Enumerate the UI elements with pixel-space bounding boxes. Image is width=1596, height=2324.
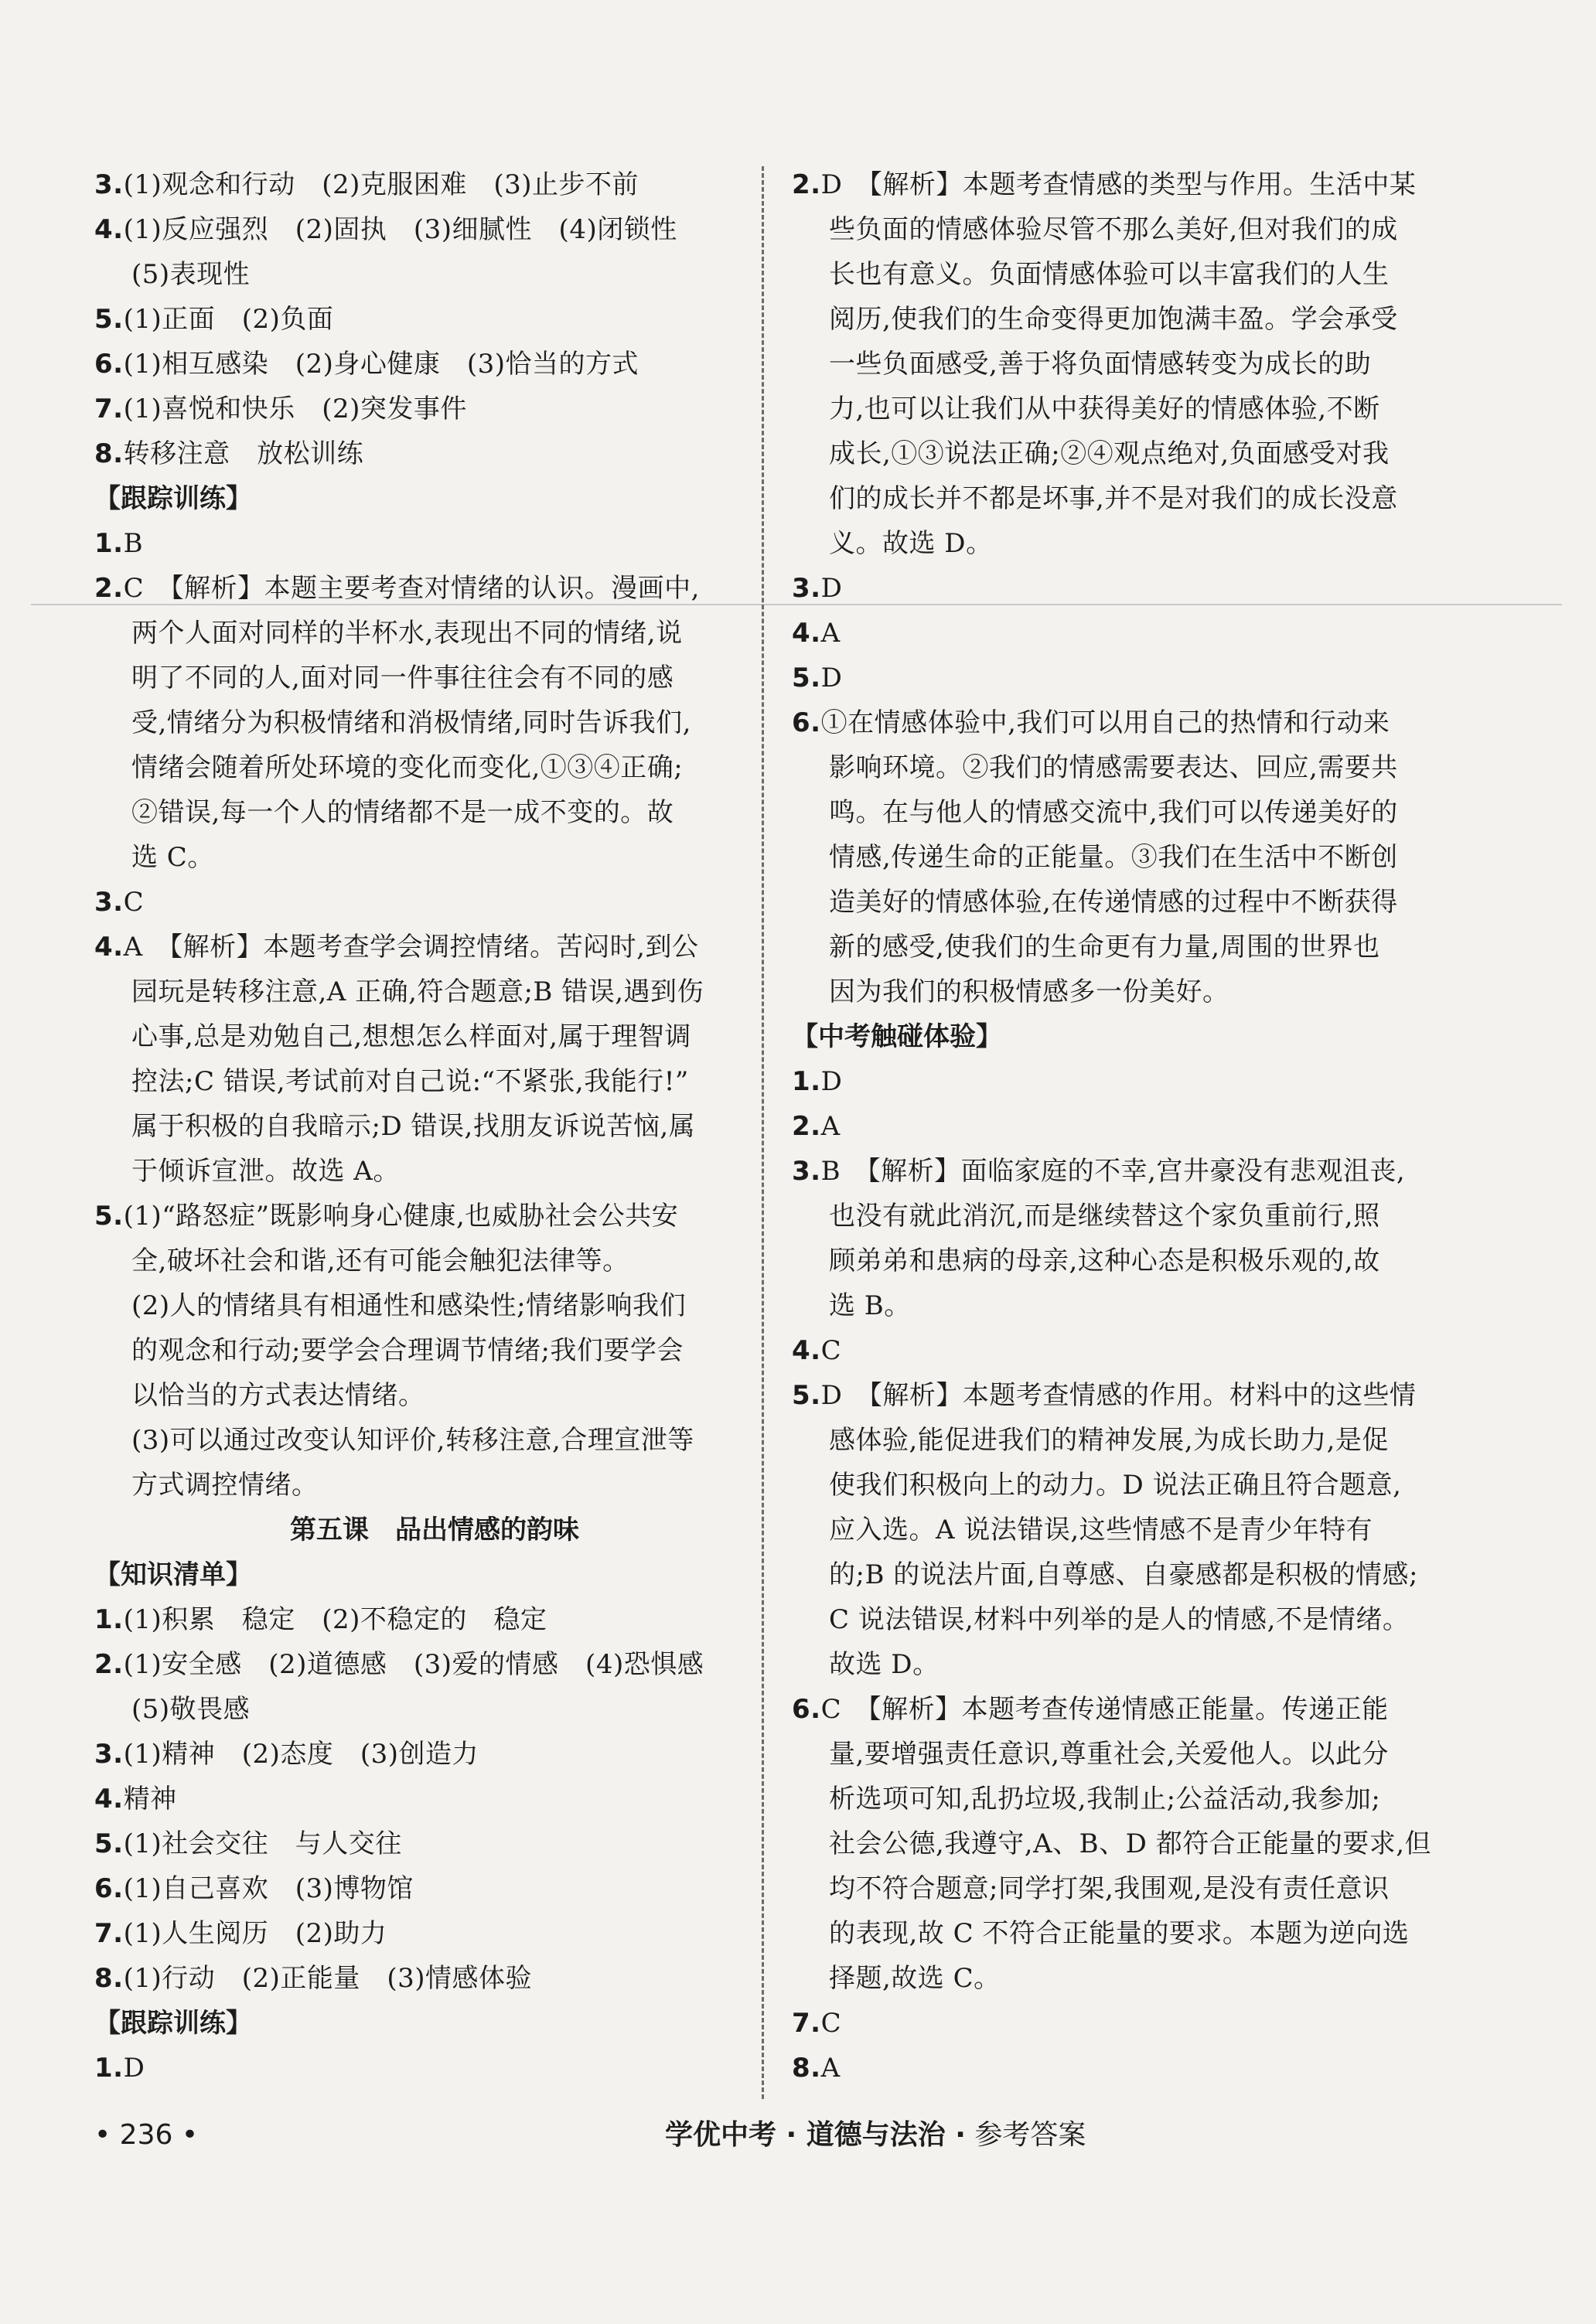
answer-continuation: 以恰当的方式表达情绪。 bbox=[131, 1380, 425, 1411]
answer-item bbox=[94, 1956, 775, 2001]
answer-continuation: 控法;C 错误,考试前对自己说:“不紧张,我能行!” bbox=[131, 1066, 689, 1097]
answer-number: 3. bbox=[792, 1156, 821, 1187]
answer-text: (1)行动 (2)正能量 (3)情感体验 bbox=[123, 1963, 533, 1994]
answer-item bbox=[94, 207, 775, 252]
answer-text: (1)安全感 (2)道德感 (3)爱的情感 (4)恐惧感 bbox=[123, 1649, 704, 1680]
answer-item bbox=[94, 387, 775, 431]
answer-continuation: 因为我们的积极情感多一份美好。 bbox=[829, 976, 1229, 1007]
answer-number: 7. bbox=[94, 1918, 124, 1949]
answer-continuation: 明了不同的人,面对同一件事往往会有不同的感 bbox=[131, 663, 674, 693]
answer-item bbox=[792, 1373, 1472, 1418]
answer-continuation: 析选项可知,乱扔垃圾,我制止;公益活动,我参加; bbox=[829, 1784, 1381, 1815]
right-column bbox=[792, 162, 1472, 2091]
answer-continuation: 择题,故选 C。 bbox=[829, 1963, 1001, 1994]
answer-number: 3. bbox=[792, 573, 821, 604]
answer-continuation: 阅历,使我们的生命变得更加饱满丰盈。学会承受 bbox=[829, 304, 1398, 335]
answer-number: 1. bbox=[94, 1604, 124, 1635]
answer-number: 6. bbox=[792, 1694, 821, 1725]
answer-item bbox=[94, 566, 775, 611]
answer-text: D bbox=[123, 2053, 145, 2084]
answer-number: 2. bbox=[792, 169, 821, 200]
answer-text: (1)精神 (2)态度 (3)创造力 bbox=[123, 1739, 479, 1770]
answer-text: A bbox=[820, 1111, 841, 1142]
answer-text: ①在情感体验中,我们可以用自己的热情和行动来 bbox=[820, 707, 1390, 738]
answer-continuation: 情感,传递生命的正能量。③我们在生活中不断创 bbox=[829, 842, 1398, 873]
answer-item bbox=[792, 1059, 1472, 1104]
answer-text: 转移注意 放松训练 bbox=[123, 438, 364, 469]
answer-continuation: 情绪会随着所处环境的变化而变化,①③④正确; bbox=[131, 752, 684, 783]
answer-item bbox=[792, 700, 1472, 745]
section-heading: 【跟踪训练】 bbox=[94, 483, 252, 514]
answer-number: 3. bbox=[94, 169, 124, 200]
answer-continuation: 们的成长并不都是坏事,并不是对我们的成长没意 bbox=[829, 483, 1398, 514]
answer-item bbox=[94, 162, 775, 207]
answer-text: C bbox=[123, 887, 145, 918]
answer-text: (1)反应强烈 (2)固执 (3)细腻性 (4)闭锁性 bbox=[123, 214, 677, 245]
answer-number: 4. bbox=[792, 1335, 821, 1366]
answer-continuation: 选 B。 bbox=[829, 1290, 911, 1321]
page-number: • 236 • bbox=[94, 2119, 199, 2151]
book-title-main: 学优中考 · 道德与法治 · bbox=[665, 2119, 966, 2151]
answer-text: C 【解析】本题主要考查对情绪的认识。漫画中, bbox=[123, 573, 700, 604]
answer-text: A 【解析】本题考查学会调控情绪。苦闷时,到公 bbox=[123, 932, 699, 963]
answer-continuation: ②错误,每一个人的情绪都不是一成不变的。故 bbox=[131, 797, 674, 828]
answer-continuation: 受,情绪分为积极情绪和消极情绪,同时告诉我们, bbox=[131, 707, 691, 738]
answer-text: (1)正面 (2)负面 bbox=[123, 304, 334, 335]
answer-continuation: 故选 D。 bbox=[829, 1649, 940, 1680]
answer-text: A bbox=[820, 2053, 841, 2084]
answer-text: C bbox=[820, 2008, 842, 2039]
answer-item bbox=[792, 1687, 1472, 1732]
answer-item bbox=[792, 2046, 1472, 2091]
answer-item bbox=[94, 880, 775, 925]
answer-text: D bbox=[820, 573, 843, 604]
answer-continuation: 均不符合题意;同学打架,我围观,是没有责任意识 bbox=[829, 1873, 1390, 1904]
answer-text: C 【解析】本题考查传递情感正能量。传递正能 bbox=[820, 1694, 1389, 1725]
answer-continuation: 使我们积极向上的动力。D 说法正确且符合题意, bbox=[829, 1470, 1402, 1501]
answer-continuation: 两个人面对同样的半杯水,表现出不同的情绪,说 bbox=[131, 618, 683, 649]
answer-item bbox=[94, 1866, 775, 1911]
answer-text: (1)相互感染 (2)身心健康 (3)恰当的方式 bbox=[123, 349, 639, 380]
answer-item bbox=[94, 342, 775, 387]
answer-number: 2. bbox=[94, 1649, 124, 1680]
answer-number: 8. bbox=[94, 1963, 124, 1994]
section-heading: 【中考触碰体验】 bbox=[792, 1021, 1002, 1052]
answer-text: A bbox=[820, 618, 841, 649]
answer-item bbox=[792, 1149, 1472, 1194]
answer-continuation: 应入选。A 说法错误,这些情感不是青少年特有 bbox=[829, 1515, 1373, 1545]
answer-continuation: 成长,①③说法正确;②④观点绝对,负面感受对我 bbox=[829, 438, 1390, 469]
answer-number: 7. bbox=[792, 2008, 821, 2039]
answer-item bbox=[94, 1732, 775, 1777]
answer-number: 5. bbox=[94, 1201, 124, 1232]
answer-continuation: 影响环境。②我们的情感需要表达、回应,需要共 bbox=[829, 752, 1398, 783]
answer-number: 4. bbox=[94, 1784, 124, 1815]
answer-item bbox=[94, 1821, 775, 1866]
section-heading: 【跟踪训练】 bbox=[94, 2008, 252, 2039]
answer-number: 2. bbox=[94, 573, 124, 604]
answer-text: (1)“路怒症”既影响身心健康,也威胁社会公共安 bbox=[123, 1201, 679, 1232]
answer-continuation: 选 C。 bbox=[131, 842, 214, 873]
answer-continuation: 也没有就此消沉,而是继续替这个家负重前行,照 bbox=[829, 1201, 1380, 1232]
answer-continuation: 鸣。在与他人的情感交流中,我们可以传递美好的 bbox=[829, 797, 1398, 828]
answer-continuation: 义。故选 D。 bbox=[829, 528, 993, 559]
answer-continuation: 长也有意义。负面情感体验可以丰富我们的人生 bbox=[829, 259, 1390, 290]
answer-text: 精神 bbox=[123, 1784, 177, 1815]
answer-continuation: 的表现,故 C 不符合正能量的要求。本题为逆向选 bbox=[829, 1918, 1410, 1949]
answer-number: 1. bbox=[792, 1066, 821, 1097]
answer-text: D bbox=[820, 663, 843, 693]
answer-continuation: 造美好的情感体验,在传递情感的过程中不断获得 bbox=[829, 887, 1398, 918]
answer-item bbox=[792, 1328, 1472, 1373]
answer-item bbox=[94, 1194, 775, 1239]
answer-continuation: 全,破坏社会和谐,还有可能会触犯法律等。 bbox=[131, 1245, 629, 1276]
answer-text: (1)人生阅历 (2)助力 bbox=[123, 1918, 387, 1949]
answer-item bbox=[792, 2001, 1472, 2046]
answer-number: 2. bbox=[792, 1111, 821, 1142]
answer-text: C bbox=[820, 1335, 842, 1366]
answer-item bbox=[94, 1642, 775, 1687]
answer-item bbox=[792, 1104, 1472, 1149]
answer-item bbox=[94, 431, 775, 476]
answer-continuation: (2)人的情绪具有相通性和感染性;情绪影响我们 bbox=[131, 1290, 687, 1321]
answer-item bbox=[94, 1911, 775, 1956]
answer-number: 1. bbox=[94, 2053, 124, 2084]
answer-number: 8. bbox=[792, 2053, 821, 2084]
answer-continuation: 顾弟弟和患病的母亲,这种心态是积极乐观的,故 bbox=[829, 1245, 1380, 1276]
section-heading: 【知识清单】 bbox=[94, 1559, 252, 1590]
book-title bbox=[665, 2112, 1086, 2159]
answer-number: 6. bbox=[94, 349, 124, 380]
answer-text: (1)积累 稳定 (2)不稳定的 稳定 bbox=[123, 1604, 547, 1635]
answer-number: 7. bbox=[94, 394, 124, 424]
answer-continuation: 力,也可以让我们从中获得美好的情感体验,不断 bbox=[829, 394, 1380, 424]
answer-text: D bbox=[820, 1066, 843, 1097]
column-divider bbox=[762, 166, 764, 2099]
answer-number: 8. bbox=[94, 438, 124, 469]
answer-continuation: (5)表现性 bbox=[131, 259, 251, 290]
answer-continuation: 心事,总是劝勉自己,想想怎么样面对,属于理智调 bbox=[131, 1021, 691, 1052]
answer-continuation: 感体验,能促进我们的精神发展,为成长助力,是促 bbox=[829, 1425, 1389, 1456]
answer-number: 6. bbox=[94, 1873, 124, 1904]
answer-item bbox=[94, 925, 775, 969]
answer-continuation: 属于积极的自我暗示;D 错误,找朋友诉说苦恼,属 bbox=[131, 1111, 696, 1142]
answer-item bbox=[792, 611, 1472, 656]
answer-continuation: (3)可以通过改变认知评价,转移注意,合理宣泄等 bbox=[131, 1425, 694, 1456]
answer-continuation: 新的感受,使我们的生命更有力量,周围的世界也 bbox=[829, 932, 1380, 963]
lesson-title: 第五课 品出情感的韵味 bbox=[290, 1515, 579, 1545]
answer-item bbox=[792, 566, 1472, 611]
answer-number: 5. bbox=[94, 1828, 124, 1859]
answer-number: 3. bbox=[94, 887, 124, 918]
answer-number: 4. bbox=[94, 932, 124, 963]
answer-continuation: C 说法错误,材料中列举的是人的情感,不是情绪。 bbox=[829, 1604, 1410, 1635]
answer-text: (1)观念和行动 (2)克服困难 (3)止步不前 bbox=[123, 169, 639, 200]
answer-continuation: (5)敬畏感 bbox=[131, 1694, 251, 1725]
answer-text: B 【解析】面临家庭的不幸,宫井豪没有悲观沮丧, bbox=[820, 1156, 1406, 1187]
answer-continuation: 一些负面感受,善于将负面情感转变为成长的助 bbox=[829, 349, 1372, 380]
page-footer bbox=[0, 2112, 1596, 2159]
answer-item bbox=[94, 1777, 775, 1821]
answer-continuation: 方式调控情绪。 bbox=[131, 1470, 319, 1501]
answer-text: (1)自己喜欢 (3)博物馆 bbox=[123, 1873, 414, 1904]
answer-continuation: 社会公德,我遵守,A、B、D 都符合正能量的要求,但 bbox=[829, 1828, 1432, 1859]
answer-number: 5. bbox=[94, 304, 124, 335]
answer-number: 4. bbox=[94, 214, 124, 245]
answer-number: 3. bbox=[94, 1739, 124, 1770]
left-column bbox=[94, 162, 775, 2091]
answer-item bbox=[94, 521, 775, 566]
answer-number: 5. bbox=[792, 663, 821, 693]
answer-item bbox=[792, 162, 1472, 207]
answer-continuation: 于倾诉宣泄。故选 A。 bbox=[131, 1156, 400, 1187]
answer-item bbox=[94, 1597, 775, 1642]
answer-continuation: 量,要增强责任意识,尊重社会,关爱他人。以此分 bbox=[829, 1739, 1389, 1770]
answer-item bbox=[792, 656, 1472, 700]
book-title-sub: 参考答案 bbox=[965, 2119, 1086, 2151]
answer-number: 4. bbox=[792, 618, 821, 649]
answer-text: B bbox=[123, 528, 144, 559]
answer-number: 5. bbox=[792, 1380, 821, 1411]
answer-continuation: 园玩是转移注意,A 正确,符合题意;B 错误,遇到伤 bbox=[131, 976, 704, 1007]
answer-number: 6. bbox=[792, 707, 821, 738]
answer-continuation: 的;B 的说法片面,自尊感、自豪感都是积极的情感; bbox=[829, 1559, 1419, 1590]
answer-text: D 【解析】本题考查情感的作用。材料中的这些情 bbox=[820, 1380, 1417, 1411]
answer-text: (1)喜悦和快乐 (2)突发事件 bbox=[123, 394, 467, 424]
answer-continuation: 的观念和行动;要学会合理调节情绪;我们要学会 bbox=[131, 1335, 684, 1366]
answer-text: (1)社会交往 与人交往 bbox=[123, 1828, 402, 1859]
answer-item bbox=[94, 297, 775, 342]
answer-text: D 【解析】本题考查情感的类型与作用。生活中某 bbox=[820, 169, 1417, 200]
answer-number: 1. bbox=[94, 528, 124, 559]
answer-continuation: 些负面的情感体验尽管不那么美好,但对我们的成 bbox=[829, 214, 1398, 245]
answer-item bbox=[94, 2046, 775, 2091]
